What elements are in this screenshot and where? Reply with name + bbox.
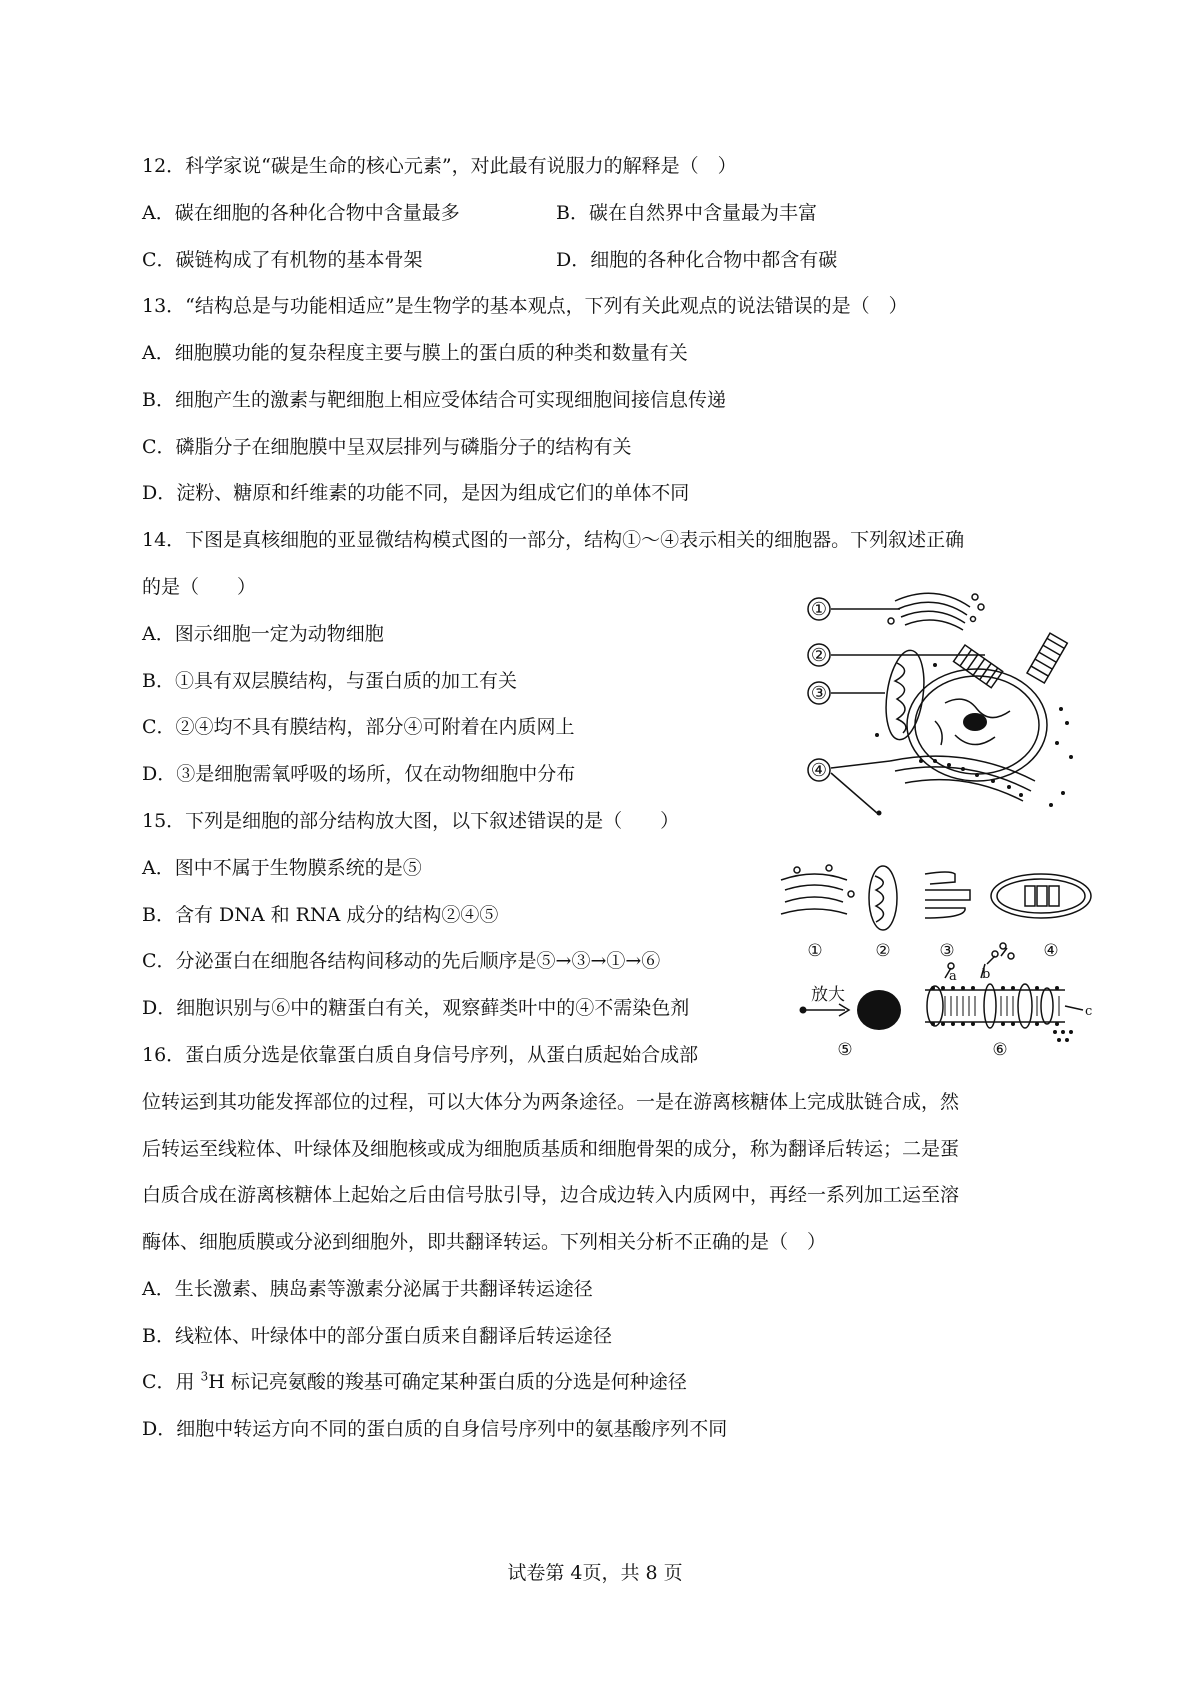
q14-option-c: C．②④均不具有膜结构，部分④可附着在内质网上: [142, 716, 575, 738]
q16-stem-line-1: 16．蛋白质分选是依靠蛋白质自身信号序列，从蛋白质起始合成部: [142, 1044, 699, 1066]
organelle-diagram: [775, 860, 1140, 1065]
q15-option-a: A．图中不属于生物膜系统的是⑤: [142, 857, 422, 879]
cell-label-3: ③: [810, 683, 828, 704]
q13-option-c: C．磷脂分子在细胞膜中呈双层排列与磷脂分子的结构有关: [142, 436, 632, 458]
q16-option-b: B．线粒体、叶绿体中的部分蛋白质来自翻译后转运途径: [142, 1325, 612, 1347]
q13-stem: 13．“结构总是与功能相适应”是生物学的基本观点，下列有关此观点的说法错误的是（ ）: [142, 295, 908, 317]
organelle-label-4: ④: [1043, 941, 1059, 961]
organelle-label-5: ⑤: [837, 1040, 853, 1060]
q14-stem-line-2: 的是（ ）: [142, 576, 257, 598]
q13-option-d: D．淀粉、糖原和纤维素的功能不同，是因为组成它们的单体不同: [142, 482, 690, 504]
membrane-label-a: a: [949, 969, 957, 984]
q16-option-c-rest: H 标记亮氨酸的羧基可确定某种蛋白质的分选是何种途径: [208, 1371, 687, 1393]
cell-label-1: ①: [810, 599, 828, 620]
organelle-label-3: ③: [939, 941, 955, 961]
q12-stem: 12．科学家说“碳是生命的核心元素”，对此最有说服力的解释是（ ）: [142, 155, 737, 177]
q13-option-b: B．细胞产生的激素与靶细胞上相应受体结合可实现细胞间接信息传递: [142, 389, 726, 411]
q15-option-d: D．细胞识别与⑥中的糖蛋白有关，观察藓类叶中的④不需染色剂: [142, 997, 690, 1019]
cell-label-4: ④: [810, 760, 828, 781]
membrane-label-b: b: [982, 967, 991, 982]
q15-option-c: C．分泌蛋白在细胞各结构间移动的先后顺序是⑤→③→①→⑥: [142, 950, 661, 972]
q16-stem-line-5: 酶体、细胞质膜或分泌到细胞外，即共翻译转运。下列相关分析不正确的是（ ）: [142, 1231, 827, 1253]
q14-stem-line-1: 14．下图是真核细胞的亚显微结构模式图的一部分，结构①～④表示相关的细胞器。下列叙述正确: [142, 529, 965, 551]
q14-option-d: D．③是细胞需氧呼吸的场所，仅在动物细胞中分布: [142, 763, 576, 785]
q12-option-a: A．碳在细胞的各种化合物中含量最多: [142, 202, 460, 224]
organelle-label-1: ①: [807, 941, 823, 961]
enlarge-label: 放大: [811, 985, 845, 1005]
organelle-label-2: ②: [875, 941, 891, 961]
q16-stem-line-2: 位转运到其功能发挥部位的过程，可以大体分为两条途径。一是在游离核糖体上完成肽链合成，然: [142, 1091, 960, 1113]
q15-option-b: B．含有 DNA 和 RNA 成分的结构②④⑤: [142, 904, 499, 926]
q16-stem-line-3: 后转运至线粒体、叶绿体及细胞核或成为细胞质基质和细胞骨架的成分，称为翻译后转运；二是蛋: [142, 1138, 960, 1160]
q12-option-b: B．碳在自然界中含量最为丰富: [556, 202, 817, 224]
q13-option-a: A．细胞膜功能的复杂程度主要与膜上的蛋白质的种类和数量有关: [142, 342, 688, 364]
q16-option-c: [142, 1367, 687, 1397]
organelle-label-6: ⑥: [992, 1040, 1008, 1060]
q14-option-a: A．图示细胞一定为动物细胞: [142, 623, 384, 645]
q16-option-a: A．生长激素、胰岛素等激素分泌属于共翻译转运途径: [142, 1278, 593, 1300]
q12-option-c: C．碳链构成了有机物的基本骨架: [142, 249, 423, 271]
q16-option-c-prefix: C．用: [142, 1371, 201, 1393]
page-footer: 试卷第 4页，共 8 页: [507, 1562, 683, 1584]
cell-label-2: ②: [810, 645, 828, 666]
q15-stem: 15．下列是细胞的部分结构放大图，以下叙述错误的是（ ）: [142, 810, 680, 832]
cell-diagram: [795, 585, 1095, 825]
q14-option-b: B．①具有双层膜结构，与蛋白质的加工有关: [142, 670, 517, 692]
q12-option-d: D．细胞的各种化合物中都含有碳: [556, 249, 838, 271]
q16-stem-line-4: 白质合成在游离核糖体上起始之后由信号肽引导，边合成边转入内质网中，再经一系列加工运至溶: [142, 1184, 960, 1206]
q16-option-c-superscript: 3: [200, 1369, 209, 1384]
membrane-label-c: c: [1085, 1004, 1093, 1019]
q16-option-d: D．细胞中转运方向不同的蛋白质的自身信号序列中的氨基酸序列不同: [142, 1418, 728, 1440]
